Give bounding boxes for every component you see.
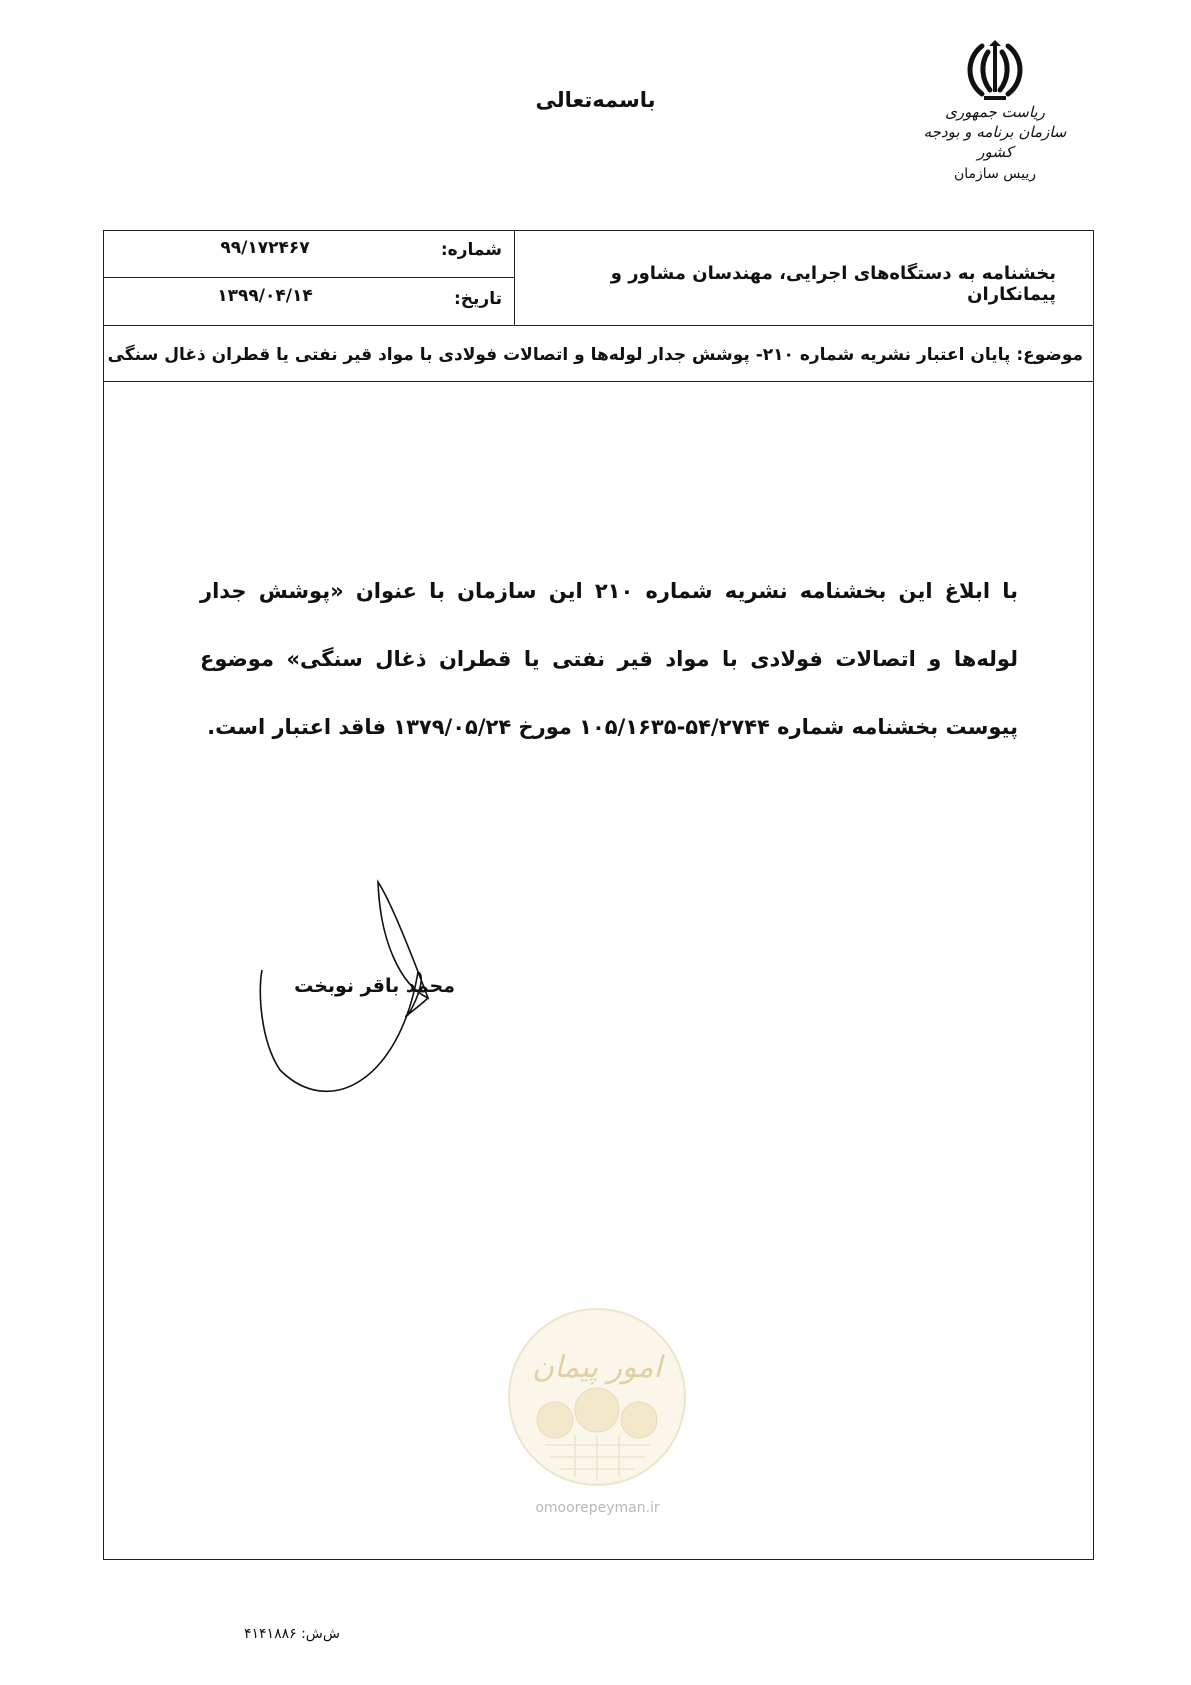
- subject-line: موضوع: پایان اعتبار نشریه شماره ۲۱۰- پوشش جدار لوله‌ها و اتصالات فولادی با مواد قیر نفتی یا قطران ذغال سنگی: [107, 345, 1083, 365]
- date-label: تاریخ:: [454, 289, 502, 309]
- footer-serial: ش‌ش: ۴۱۴۱۸۸۶: [244, 1626, 340, 1642]
- org-line-presidency: ریاست جمهوری: [945, 103, 1045, 121]
- organization-letterhead: [905, 38, 1085, 218]
- recipients-line: بخشنامه به دستگاه‌های اجرایی، مهندسان مشاور و پیمانکاران: [610, 263, 1056, 305]
- meta-divider: [103, 277, 515, 278]
- watermark-logo-text: امور پیمان: [532, 1350, 662, 1385]
- iran-emblem-icon: [960, 38, 1030, 102]
- signer-name: محمد باقر نوبخت: [294, 975, 455, 997]
- letter-body: [200, 557, 1018, 761]
- header-divider: [103, 325, 1094, 326]
- header-vertical-divider: [514, 230, 515, 326]
- body-paragraph: با ابلاغ این بخشنامه نشریه شماره ۲۱۰ این سازمان با عنوان «پوشش جدار لوله‌ها و اتصالات فولادی با مواد قیر نفتی یا قطران ذغال سنگی» موضوع پیوست بخشنامه شماره ۵۴/۲۷۴۴-۱۰۵/۱۶۳۵ مورخ ۱۳۷۹/۰۵/۲۴ فاقد اعتبار است.: [200, 579, 1018, 739]
- watermark-url: omoorepeyman.ir: [535, 1500, 660, 1516]
- number-value: ۹۹/۱۷۲۴۶۷: [220, 238, 310, 258]
- org-title: رییس سازمان: [954, 166, 1036, 182]
- org-line-ministry: سازمان برنامه و بودجه کشور: [923, 123, 1067, 161]
- date-value: ۱۳۹۹/۰۴/۱۴: [217, 286, 313, 306]
- watermark-logo: [505, 1305, 690, 1490]
- number-label: شماره:: [440, 240, 502, 260]
- basmala-heading: باسمه‌تعالی: [535, 88, 656, 112]
- subject-divider: [103, 381, 1094, 382]
- handwritten-signature: [250, 870, 470, 1130]
